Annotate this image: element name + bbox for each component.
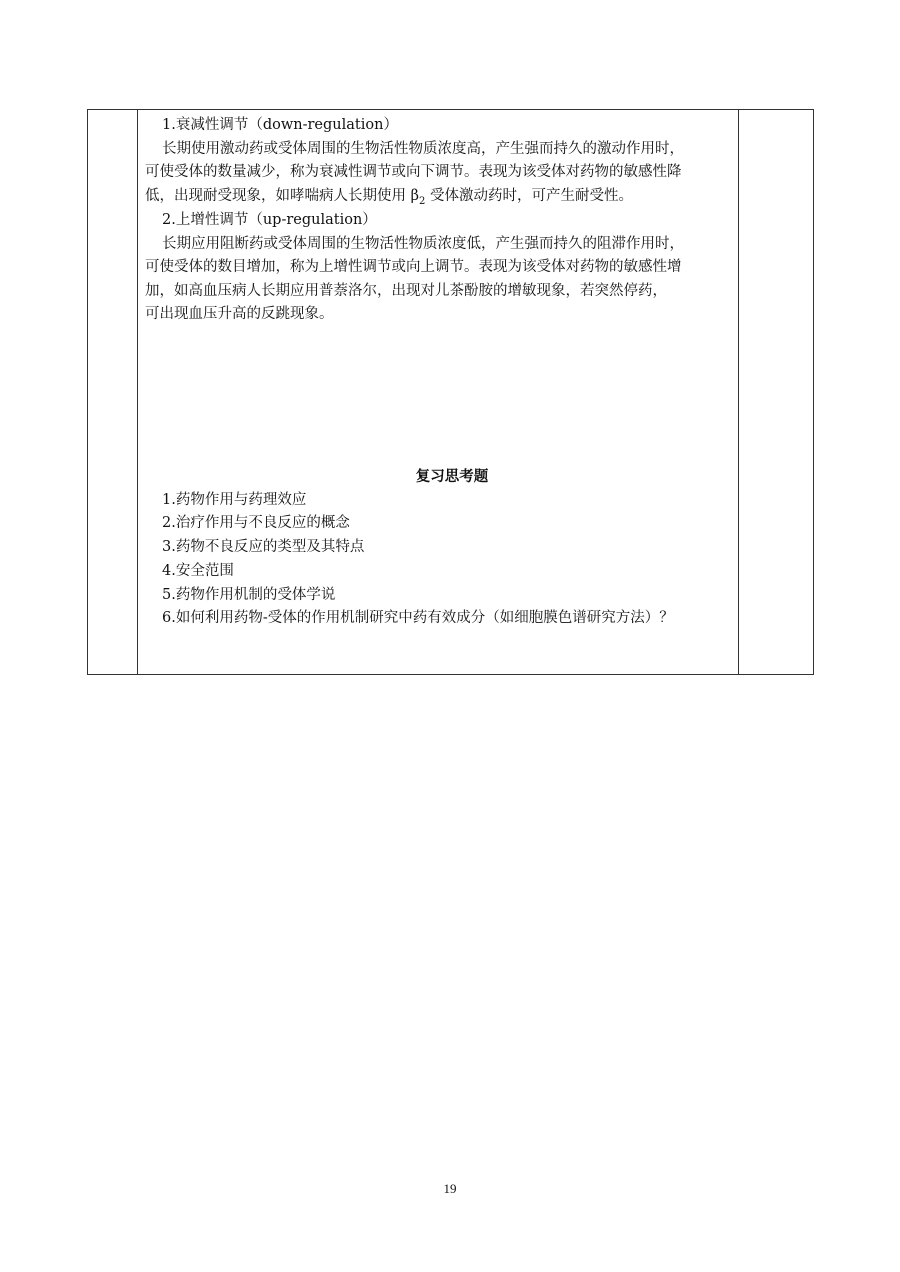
section1-paragraph-line xyxy=(145,185,735,210)
review-item: 2.治疗作用与不良反应的概念 xyxy=(162,515,350,532)
review-item: 6.如何利用药物-受体的作用机制研究中药有效成分（如细胞膜色谱研究方法）？ xyxy=(162,610,674,627)
review-item: 3.药物不良反应的类型及其特点 xyxy=(162,539,365,556)
section2-paragraph-line: 可出现血压升高的反跳现象。 xyxy=(145,306,334,322)
section2-paragraph-line: 可使受体的数目增加，称为上增性调节或向上调节。表现为该受体对药物的敏感性增 xyxy=(145,259,682,275)
content-table xyxy=(87,109,814,675)
section2-heading: 2.上增性调节（up-regulation） xyxy=(162,212,377,228)
table-left-column-divider xyxy=(137,110,138,674)
review-questions xyxy=(145,465,735,631)
section1-paragraph-line: 可使受体的数量减少，称为衰减性调节或向下调节。表现为该受体对药物的敏感性降 xyxy=(145,164,682,180)
review-item: 1.药物作用与药理效应 xyxy=(162,491,307,508)
section1-text-before-beta: 低，出现耐受现象，如哮喘病人长期使用 xyxy=(145,187,411,204)
beta-symbol: β xyxy=(410,187,419,204)
section2-paragraph-line: 加，如高血压病人长期应用普萘洛尔，出现对儿茶酚胺的增敏现象，若突然停药， xyxy=(145,282,667,299)
section1-paragraph-line: 长期使用激动药或受体周围的生物活性物质浓度高，产生强而持久的激动作用时， xyxy=(162,140,684,157)
main-text-cell xyxy=(145,114,735,327)
review-item: 5.药物作用机制的受体学说 xyxy=(162,586,336,603)
beta-subscript: 2 xyxy=(419,195,426,207)
review-item: 4.安全范围 xyxy=(162,562,234,579)
section1-heading: 1.衰减性调节（down-regulation） xyxy=(162,117,398,133)
review-title: 复习思考题 xyxy=(415,468,489,485)
section1-text-after-beta: 受体激动药时，可产生耐受性。 xyxy=(425,187,633,204)
section2-paragraph-line: 长期应用阻断药或受体周围的生物活性物质浓度低，产生强而持久的阻滞作用时， xyxy=(162,235,684,252)
table-right-column-divider xyxy=(738,110,739,674)
page-number: 19 xyxy=(443,1181,457,1196)
